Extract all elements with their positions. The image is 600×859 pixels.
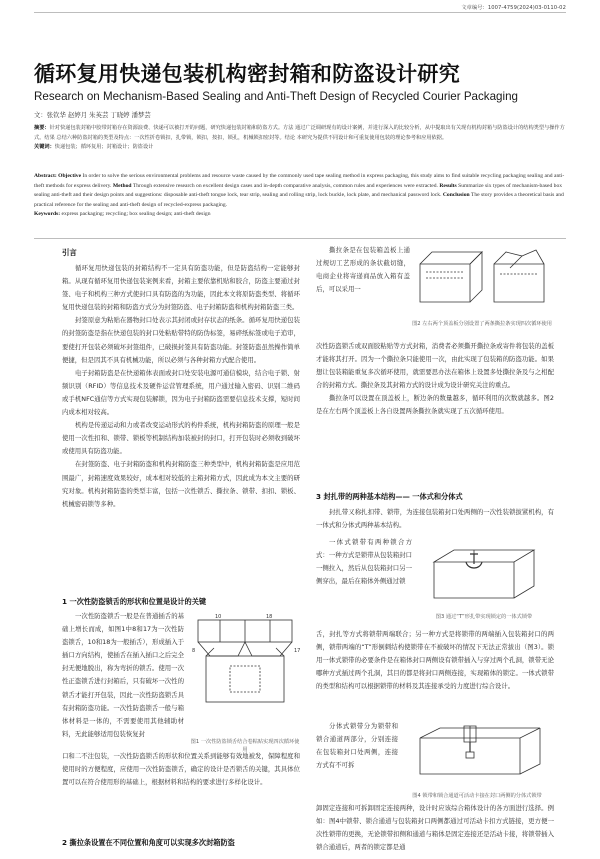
figure-2-caption: 图2 左右两个顶盖板分别设置了两条撕拉条实现四次循环使用 xyxy=(412,321,552,327)
section-1-paragraph: 口和二不注包装，一次性防盗锁舌的形状和位置关系到能够有效地被发，保障程度和使用时的方便程度，应使用一次性防盗锁舌，确定的设计是否锁舌的关键，其具体位置可以在符合使用形的基础上，根据材料和结构的要求进行多样化设计。 xyxy=(62,752,300,787)
keywords-cn-label: 关键词： xyxy=(34,144,55,151)
intro-paragraph: 在封签防盗、电子封箱防盗和机构封箱防盗三种类型中，机构封箱防盗是应用范围最广，封箱速度效果较好，成本相对较低的主箱封箱方式，因此成为本文主要的研究对象。机构封箱防盗的类型丰富，包括一次性锁舌、撕拉条、锁带、扣扣、锁板、机械密码锁等多种。 xyxy=(62,460,300,508)
abstract-en-label: Abstract: xyxy=(34,173,57,179)
abstract-cn-text: 针对快递包装封箱中胶带封箱存在资源浪费、快递可以被打开的问题，研究快递包装封箱和防盗方式。方法 通过广泛调研现有的设计案例，并进行深入的比较分析，从中提取出有关现有机构封箱与防盗设计的结构类型与操作方式。结果 总结六种防盗封箱的类型及特点：一次性折卷锁扣，扎带锁，锁扣，按扣，锁孔，机械锁扣密封等。结论 本研究为提供不同设计和可重复使用包装的理论参考和应用依据。 xyxy=(34,125,565,141)
abstract-en-results: Results xyxy=(439,182,457,189)
paper-title-en: Research on Mechanism-Based Sealing and Anti-Theft Design of Recycled Courier Packaging xyxy=(34,90,518,103)
abstract-en xyxy=(34,172,566,230)
keywords-cn-text: 快递包装；循环复用；封箱设计；防盗设计 xyxy=(54,144,154,151)
one-piece-strap-body xyxy=(316,628,554,720)
tear-strip-body xyxy=(316,340,554,482)
figure-3-caption: 图3 通过“T”形扎带实现锁定的一体式锁带 xyxy=(435,614,533,620)
section-3-paragraph: 分体式锁带分为锁带和锁合通道两部分，分别连接在包装箱封口处两侧，连接方式有不可拆 xyxy=(316,722,398,770)
abstract-en-method: Method xyxy=(112,182,132,189)
abstract-cn-label: 摘要： xyxy=(34,125,50,131)
header-rule xyxy=(34,12,566,13)
section-3-intro xyxy=(316,506,554,534)
section-1-wrap xyxy=(62,610,184,750)
figure-2-diagram xyxy=(412,244,552,318)
section-3-paragraph: 舌，封扎等方式将锁带两端联合；另一种方式是将锁带的两端插入包装箱封口的两侧，锁带两端的“T”形倒刺结构使锁带在不被破坏的情况下无法正常拔出（图3）。锁用一体式锁带的必要条件是在箱体封口两侧设有锁带插入与穿过两个孔洞，锁带无论哪种方式插过两个孔洞，其目的都是将封口两侧连接，实现箱体的锁定。一体式锁带的类型和结构可以根据锁带的材料及其连接承受的力度进行综合设计。 xyxy=(316,630,554,691)
section-3-paragraph: 卸固定连接和可拆卸固定连接两种，设计时应该综合箱体设计的各方面进行选择。例如：图4中锁带、锁合通道与包装箱封口两侧都通过可活动卡扣方式链接，更方便一次性锁带的更换，无论锁带扣侧和通道与箱体是固定连接还是活动卡接，将锁带插入锁合通道后，两者的锁定都是通 xyxy=(316,804,554,852)
author-list: 文：张钦华 赵婷月 朱英芸 丁晓婷 潘梦芸 xyxy=(34,111,151,119)
tear-strip-paragraph: 撕拉条是在包装箱盖板上通过规切工艺形成的条状截切缝，电商企业将寄递商品放入箱有盖后，可以采用一 xyxy=(316,246,410,294)
doi-line: 文章编号：1007-4759(2024)03-0110-02 xyxy=(461,5,566,11)
intro-paragraph: 循环复用快递包装的封箱结构不一定具有防盗功能，但是防盗结构一定能够封箱。从现有循环复用快递包装案例来看，封箱主要依靠机贴和胶合，防盗主要通过封签、电子和机构三种方式使封口具有防盗的为功能，因此本文将原防盗类型、将循环复用快递包装的封箱和防盗方式分为封签防盗、电子封箱防盗和机构封箱防盗三类。 xyxy=(62,264,300,312)
abstract-en-t3: Summarize six types of mechanism-based box sealing anti-theft and their design points and suggestions: disposable anti-theft tongue lock, tear strip, sealing and rolling strip, lock buckle, lock plate, and mechanical password lock. xyxy=(34,182,563,199)
intro-paragraph: 机构是传递运动和力或者改变运动形式的构件系统，机构封箱防盗的原理一般是使用一次性扣和、锁带、锁板等机制结构加装被封的封口，打开包装时必须收到破坏或使用具有防盗功能。 xyxy=(62,421,300,456)
figure-4-diagram xyxy=(400,722,554,788)
abstract-en-conclusion: Conclusion xyxy=(442,192,470,199)
keywords-en-label: Keywords: xyxy=(34,211,61,218)
abstract-rule xyxy=(34,238,566,239)
figure-4-caption: 图4 锁带和锁合通道可活动卡接在封口两侧的分体式锁带 xyxy=(412,793,542,799)
intro-body xyxy=(62,262,300,588)
figure-1-diagram xyxy=(190,612,300,732)
section-1-continued xyxy=(62,750,300,825)
split-strap-wrap xyxy=(316,720,398,800)
section-2-heading: 2 撕拉条设置在不同位置和角度可以实现多次封箱防盗 xyxy=(62,838,235,847)
svg-text:18: 18 xyxy=(266,614,273,620)
intro-paragraph: 封签原意为粘贴在器物封口处表示其封闭或封存状态的纸条。循环复用快递包装的封签防盗是指在快递包装的封口处粘贴带特的防伪标签，易碎纸标签或电子追审，要使打开包装必须破坏封签组件，已破损封签具有防盗功能。封签防盗虽然操作简单便捷，但是因其不具有机械功能，所以必须与各种封箱方式配合使用。 xyxy=(62,316,300,364)
section-1-paragraph: 一次性防盗锁舌一般是在普通插舌的基础上增长而成，如图1中8和17为一次性防盗锁舌，10和18为一般插舌），形成插入于插口方向结构，使插舌在插入插口之后完全封无便地脱出，称为弯折的锁舌。使用一次性正盗锁舌进行封箱后，只有破坏一次性的锁舌才能打开包装，因此一次性防盗锁舌具有封箱防盗功能。一次性防盗锁舌一般与箱体材料是一体的，不需要使用其他辅助材料，无此能够适用包装恢复封 xyxy=(62,612,184,738)
abstract-en-t1: In order to solve the serious environmental problems and resource waste caused by the commonly used tape sealing method in express packaging, this study aims to find suitable recycling packaging sealing and anti-theft methods for express delivery. xyxy=(34,173,565,189)
section-3-heading: 3 封扎带的两种基本结构—— 一体式和分体式 xyxy=(316,492,463,501)
abstract-en-objective: Objective xyxy=(58,173,82,179)
keywords-en-text: express packaging; recycling; box sealing design; anti-theft design xyxy=(61,211,211,218)
tear-strip-paragraph: 撕拉条可以设置在顶盖板上，断边条的数量越多，循环利用的次数就越多。图2是在左右两个顶盖板上各自设置两条撕拉条就实现了五次循环使用。 xyxy=(316,394,554,416)
tear-strip-paragraph: 次性防盗锁舌或双面胶粘贴等方式封箱，消费者必须撕开撕拉条或寄件将包装的盖板才能将其打开。因为一个撕拉条只能使用一次，由此实现了包装箱的防盗功能。如果想让包装箱能重复多次循环使用，就需要思办法在箱体上设置多处撕拉条及与之相配合的封箱方式。撕拉条及其封箱方式的设计成为设计研究关注的重点。 xyxy=(316,342,554,390)
abstract-en-t2: Through extensive research on excellent design cases and in-depth comparative analysis, common rules and experiences were extracted. xyxy=(132,182,438,189)
section-1-heading: 1 一次性防盗锁舌的形状和位置是设计的关键 xyxy=(62,597,207,606)
tear-strip-wrap xyxy=(316,244,410,336)
abstract-en-t4: The story provides a theoretical basis and practical reference for the sealing and anti-theft design of recycled-express packaging. xyxy=(34,192,564,208)
intro-paragraph: 电子封箱防盗是在快递箱体表面或封口处安装电源可通信模块，结合电子锁、射频识别（RFID）等信息技术及硬件运营管理系统，用户通过输入密码、识别二维码或手机NFC通信等方式实现包装解锁，因为电子封箱防盗需要信息技术支撑，短时间内成本相对较高。 xyxy=(62,368,300,417)
figure-3-diagram xyxy=(414,540,554,610)
intro-heading: 引言 xyxy=(62,248,77,257)
section-3-paragraph: 封扎带又称扎扣带、锁带，为连接包装箱封口处两侧的一次性装锁拔紧机构，有一体式和分体式两种基本结构。 xyxy=(316,508,554,530)
svg-text:10: 10 xyxy=(215,614,222,620)
split-strap-body xyxy=(316,802,554,856)
svg-text:8: 8 xyxy=(192,648,196,654)
svg-text:17: 17 xyxy=(294,648,300,654)
figure-1-caption: 图1 一次性防盗锁舌结合卷粘贴实现四次循环使用 xyxy=(190,739,300,753)
section-3-paragraph: 一体式锁带有两种锁合方式：一种方式是锁带从包装箱封口一侧拉入，然后从包装箱封口另一侧穿出，最后在箱体外侧通过锁 xyxy=(316,538,412,586)
one-piece-strap-wrap xyxy=(316,536,412,628)
paper-title-cn: 循环复用快递包装机构密封箱和防盗设计研究 xyxy=(34,62,460,86)
